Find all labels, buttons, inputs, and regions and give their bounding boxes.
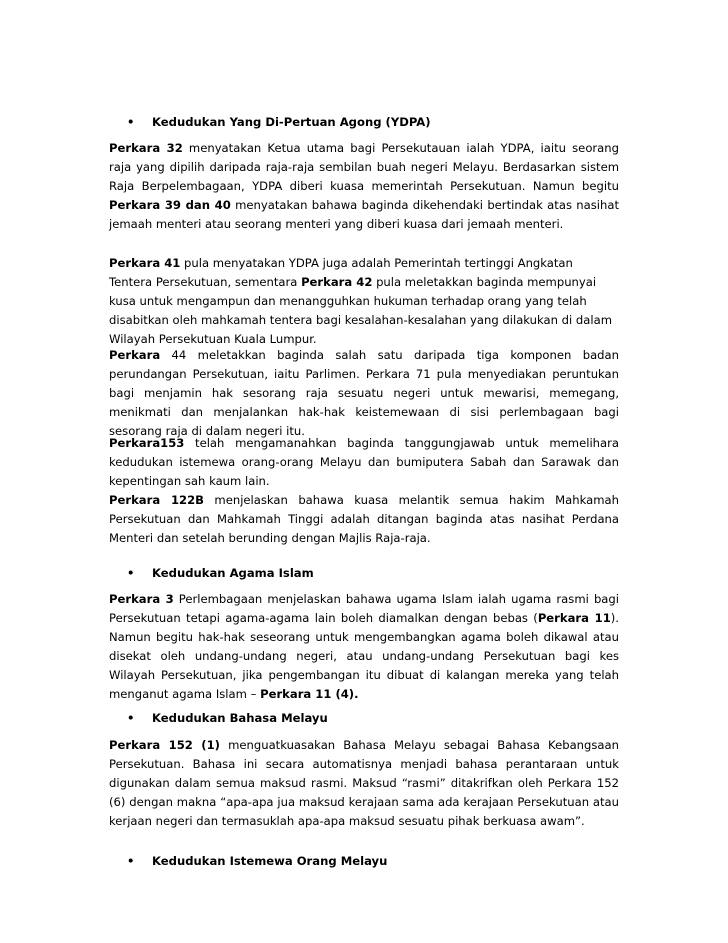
article-ref: Perkara 11 xyxy=(537,611,611,625)
paragraph-text: 44 meletakkan baginda salah satu daripada tiga komponen badan perundangan Persekutuan, iaitu Parlimen. Perkara 71 pula menyediakan peruntukan bagi menjamin hak sesorang raja sesuatu negeri untuk mewarisi, memegang, menikmati dan menjalankan hak-hak keistemewaan di sisi perlembagaan bagi sesorang raja di dalam negeri itu. xyxy=(109,348,619,438)
section-heading-islam xyxy=(109,564,619,583)
paragraph-ydpa-1 xyxy=(109,139,619,234)
article-ref: Perkara153 xyxy=(109,436,185,450)
article-ref: Perkara 3 xyxy=(109,592,174,606)
section-heading-bahasa xyxy=(109,709,619,728)
article-ref: Perkara 41 xyxy=(109,256,181,270)
paragraph-text: Perlembagaan menjelaskan bahawa ugama Islam ialah ugama rasmi bagi Persekutuan tetapi agama-agama lain boleh diamalkan dengan bebas ( xyxy=(109,592,619,625)
article-ref: Perkara 11 (4). xyxy=(260,687,359,701)
paragraph-text: menjelaskan bahawa kuasa melantik semua hakim Mahkamah Persekutuan dan Mahkamah Tinggi adalah ditangan baginda atas nasihat Perdana Menteri dan setelah berunding dengan Majlis Raja-raja. xyxy=(109,493,619,545)
paragraph-ydpa-4 xyxy=(109,434,619,491)
heading-text: Kedudukan Agama Islam xyxy=(152,566,314,580)
bullet-icon: • xyxy=(127,854,135,868)
paragraph-text: menguatkuasakan Bahasa Melayu sebagai Bahasa Kebangsaan Persekutuan. Bahasa ini secara automatisnya menjadi bahasa perantaraan untuk digunakan dalam semua maksud rasmi. Maksud “rasmi” ditakrifkan oleh Perkara 152 (6) dengan makna “apa-apa jua maksud kerajaan sama ada kerajaan Persekutuan atau kerjaan negeri dan termasuklah apa-apa maksud sesuatu pihak berkuasa awam”. xyxy=(109,738,619,828)
article-ref: Perkara xyxy=(109,348,161,362)
paragraph-bahasa-1 xyxy=(109,736,619,831)
paragraph-islam-1 xyxy=(109,590,619,704)
bullet-icon: • xyxy=(127,566,135,580)
article-ref: Perkara 42 xyxy=(301,275,373,289)
paragraph-ydpa-3 xyxy=(109,346,619,441)
article-ref: Perkara 32 xyxy=(109,141,183,155)
bullet-icon: • xyxy=(127,711,135,725)
heading-text: Kedudukan Bahasa Melayu xyxy=(152,711,328,725)
paragraph-text: pula menyatakan YDPA juga adalah Pemerintah tertinggi Angkatan Tentera Persekutuan, sementara xyxy=(109,256,573,289)
heading-text: Kedudukan Istemewa Orang Melayu xyxy=(152,854,388,868)
paragraph-text: pula meletakkan baginda mempunyai kusa untuk mengampun dan menangguhkan hukuman terhadap orang yang telah disabitkan oleh mahkamah tentera bagi kesalahan-kesalahan yang dilakukan di dalam Wilayah Persekutuan Kuala Lumpur. xyxy=(109,275,613,346)
paragraph-text: telah mengamanahkan baginda tanggungjawab untuk memelihara kedudukan istemewa orang-orang Melayu dan bumiputera Sabah dan Sarawak dan kepentingan sah kaum lain. xyxy=(109,436,619,488)
paragraph-text: menyatakan bahawa baginda dikehendaki bertindak atas nasihat jemaah menteri atau seorang menteri yang diberi kuasa dari jemaah menteri. xyxy=(109,198,620,231)
section-heading-melayu xyxy=(109,852,619,871)
paragraph-ydpa-5 xyxy=(109,491,619,548)
paragraph-text: menyatakan Ketua utama bagi Persekutauan ialah YDPA, iaitu seorang raja yang dipilih daripada raja-raja sembilan buah negeri Melayu. Berdasarkan sistem Raja Berpelembagaan, YDPA diberi kuasa memerintah Persekutuan. Namun begitu xyxy=(109,141,619,193)
paragraph-ydpa-2 xyxy=(109,254,619,349)
article-ref: Perkara 39 dan 40 xyxy=(109,198,231,212)
article-ref: Perkara 122B xyxy=(109,493,204,507)
bullet-icon: • xyxy=(127,115,135,129)
paragraph-text: ). Namun begitu hak-hak seseorang untuk mengembangkan agama boleh dikawal atau disekat oleh undang-undang negeri, atau undang-undang Persekutuan bagi kes Wilayah Persekutuan, jika pengembangan itu dibuat di kalangan mereka yang telah menganut agama Islam – xyxy=(109,611,619,701)
article-ref: Perkara 152 (1) xyxy=(109,738,220,752)
section-heading-ydpa xyxy=(109,113,619,132)
heading-text: Kedudukan Yang Di-Pertuan Agong (YDPA) xyxy=(152,115,431,129)
